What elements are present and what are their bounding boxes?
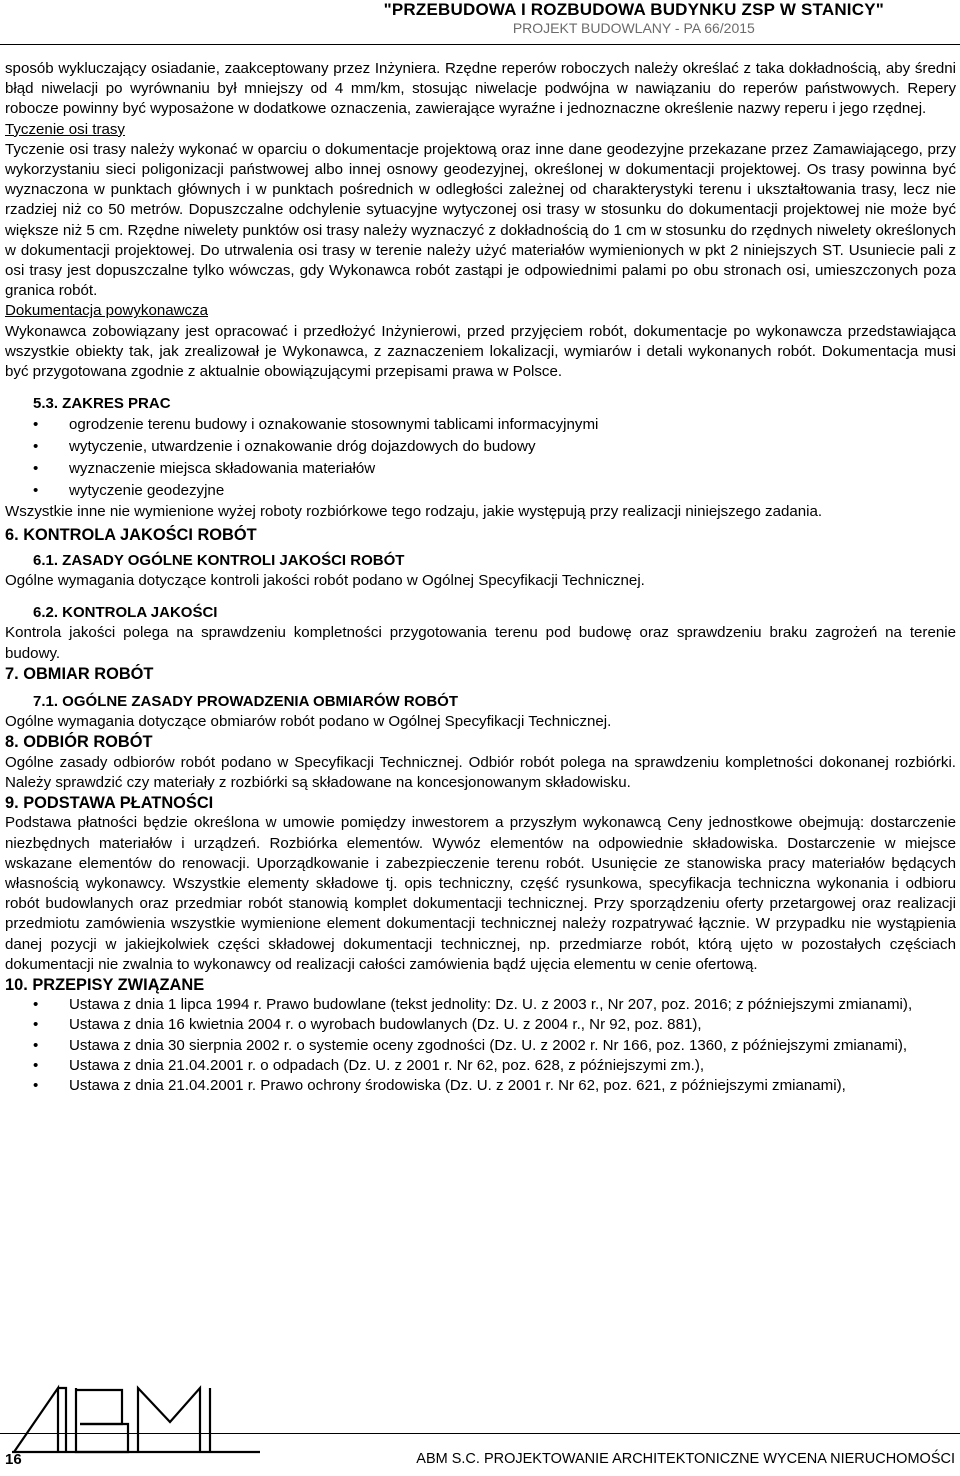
list-item: • wytyczenie geodezyjne	[5, 480, 956, 502]
section-6-2-heading: 6.2. KONTROLA JAKOŚCI	[33, 604, 218, 622]
company-logo	[10, 1372, 262, 1472]
section-6-2-paragraph: Kontrola jakości polega na sprawdzeniu kompletności przygotowania terenu pod budowę oraz sprawdzeniu braku zagrożeń na terenie budowy.	[5, 624, 956, 662]
section-5-3-heading: 5.3. ZAKRES PRAC	[33, 395, 171, 413]
list-item: • wyznaczenie miejsca składowania materiałów	[5, 458, 956, 480]
header-divider	[0, 44, 960, 45]
section-6-heading: 6. KONTROLA JAKOŚCI ROBÓT	[5, 525, 257, 544]
list-item: • Ustawa z dnia 21.04.2001 r. o odpadach (Dz. U. z 2001 r. Nr 62, poz. 628, z późniejszymi zm.),	[5, 1056, 956, 1076]
zakres-prac-list	[5, 414, 956, 502]
footer-divider	[0, 1433, 960, 1434]
tyczenie-heading: Tyczenie osi trasy	[5, 120, 125, 138]
document-title: "PRZEBUDOWA I ROZBUDOWA BUDYNKU ZSP W STANICY"	[383, 0, 884, 19]
intro-paragraph: sposób wykluczający osiadanie, zaakceptowany przez Inżyniera. Rzędne reperów roboczych należy określać z taka dokładnością, aby średni błąd niwelacji po wyrównaniu był mniejszy od 4 mm/km, stosując niwelacje podwójna w nawiązaniu do reperów państwowych. Repery robocze powinny być wyposażone w dodatkowe oznaczenia, zawierające wyraźne i jednoznaczne określenie nazwy reperu i jego rzędnej.	[5, 60, 956, 118]
page-body	[5, 59, 956, 1096]
list-item: • Ustawa z dnia 1 lipca 1994 r. Prawo budowlane (tekst jednolity: Dz. U. z 2003 r., Nr 207, poz. 2016; z późniejszymi zmianami),	[5, 995, 956, 1015]
list-item: • Ustawa z dnia 30 sierpnia 2002 r. o systemie oceny zgodności (Dz. U. z 2002 r. Nr 166, poz. 1360, z późniejszymi zmianami),	[5, 1036, 956, 1056]
dokumentacja-heading: Dokumentacja powykonawcza	[5, 302, 209, 320]
list-item: • Ustawa z dnia 16 kwietnia 2004 r. o wyrobach budowlanych (Dz. U. z 2004 r., Nr 92, poz. 881),	[5, 1015, 956, 1035]
document-subtitle: PROJEKT BUDOWLANY - PA 66/2015	[512, 20, 755, 36]
list-item: • Ustawa z dnia 21.04.2001 r. Prawo ochrony środowiska (Dz. U. z 2001 r. Nr 62, poz. 621, z późniejszymi zmianami),	[5, 1076, 956, 1096]
section-9-paragraph: Podstawa płatności będzie określona w umowie pomiędzy inwestorem a przyszłym wykonawcą Ceny jednostkowe obejmują: dostarczenie niezbędnych materiałów i urządzeń. Rozbiórka elementów. Wywóz elementów na odpowiednie składowiska. Dostarczenie w miejsce wskazane elementów do renowacji. Uporządkowanie i zabezpieczenie terenu robót. Usunięcie ze stanowiska pracy materiałów będących własnością wykonawcy. Wszystkie elementy składowe tj. opis techniczny, część rysunkowa, specyfikacja techniczna wykonania i odbioru robót budowlanych oraz przedmiar robót stanowią komplet dokumentacji technicznej. Przy sporządzeniu oferty przetargowej oraz realizacji przedmiotu zamówienia wszystkie wymienione element dokumentacji technicznej należy rozpatrywać łącznie. W przypadku nie wystąpienia danej pozycji w jakiejkolwiek części składowej dokumentacji technicznej, np. przedmiarze robót, którą ujęto w pozostałych częściach dokumentacji nie zwalnia to wykonawcy od realizacji całości zamówienia bądź ujęcia elementu w cenie ofertową.	[5, 814, 956, 973]
section-8-heading: 8. ODBIÓR ROBÓT	[5, 733, 153, 752]
section-7-heading: 7. OBMIAR ROBÓT	[5, 664, 154, 683]
list-item: • wytyczenie, utwardzenie i oznakowanie dróg dojazdowych do budowy	[5, 436, 956, 458]
footer-company: ABM S.C. PROJEKTOWANIE ARCHITEKTONICZNE WYCENA NIERUCHOMOŚCI	[416, 1451, 955, 1467]
section-10-heading: 10. PRZEPISY ZWIĄZANE	[5, 975, 205, 994]
section-8-paragraph: Ogólne zasady odbiorów robót podano w Specyfikacji Technicznej. Odbiór robót polega na sprawdzeniu kompletności dokonanej rozbiórki. Należy sprawdzić czy materiały z rozbiórki są składowane na koncesjonowanym składowisku.	[5, 753, 956, 791]
dokumentacja-paragraph: Wykonawca zobowiązany jest opracować i przedłożyć Inżynierowi, przed przyjęciem robót, dokumentacje po wykonawcza przedstawiająca wszystkie obiekty tak, jak zrealizował je Wykonawca, z zaznaczeniem lokalizacji, wymiarów i detali wykonanych robót. Dokumentacja musi być przygotowana zgodnie z aktualnie obowiązującymi przepisami prawa w Polsce.	[5, 322, 956, 381]
tyczenie-paragraph: Tyczenie osi trasy należy wykonać w oparciu o dokumentacje projektową oraz inne dane geodezyjne przekazane przez Zamawiającego, przy wykorzystaniu sieci poligonizacji państwowej albo innej osnowy geodezyjnej, określonej w dokumentacji projektowej. Os trasy powinna być wyznaczona w punktach głównych i w punktach pośrednich w odległości zależnej od charakterystyki terenu i ukształtowania trasy, lecz nie rzadziej niż co 50 metrów. Dopuszczalne odchylenie sytuacyjne wytyczonej osi trasy w stosunku do dokumentacji projektowej nie może być większe niż 5 cm. Rzędne niwelety punktów osi trasy należy wyznaczyć z dokładnością do 1 cm w stosunku do rzędnych niwelety określonych w dokumentacji projektowej. Do utrwalenia osi trasy w terenie należy użyć materiałów wymienionych w pkt 2 niniejszych ST. Usuniecie pali z osi trasy jest dopuszczalne tylko wówczas, gdy Wykonawca robót zastąpi je odpowiednimi palami po obu stronach osi, umieszczonych poza granica robót.	[5, 140, 956, 300]
zakres-prac-note: Wszystkie inne nie wymienione wyżej roboty rozbiórkowe tego rodzaju, jakie występują przy realizacji niniejszego zadania.	[5, 503, 823, 521]
page-header	[384, 0, 884, 37]
page-number: 16	[5, 1451, 22, 1468]
section-7-1-paragraph: Ogólne wymagania dotyczące obmiarów robót podano w Ogólnej Specyfikacji Technicznej.	[5, 713, 612, 731]
przepisy-list	[5, 995, 956, 1096]
section-7-1-heading: 7.1. OGÓLNE ZASADY PROWADZENIA OBMIARÓW ROBÓT	[33, 693, 459, 711]
section-9-heading: 9. PODSTAWA PŁATNOŚCI	[5, 794, 214, 813]
list-item: • ogrodzenie terenu budowy i oznakowanie stosownymi tablicami informacyjnymi	[5, 414, 956, 436]
section-6-1-paragraph: Ogólne wymagania dotyczące kontroli jakości robót podano w Ogólnej Specyfikacji Technicznej.	[5, 572, 645, 590]
section-6-1-heading: 6.1. ZASADY OGÓLNE KONTROLI JAKOŚCI ROBÓT	[33, 551, 405, 569]
